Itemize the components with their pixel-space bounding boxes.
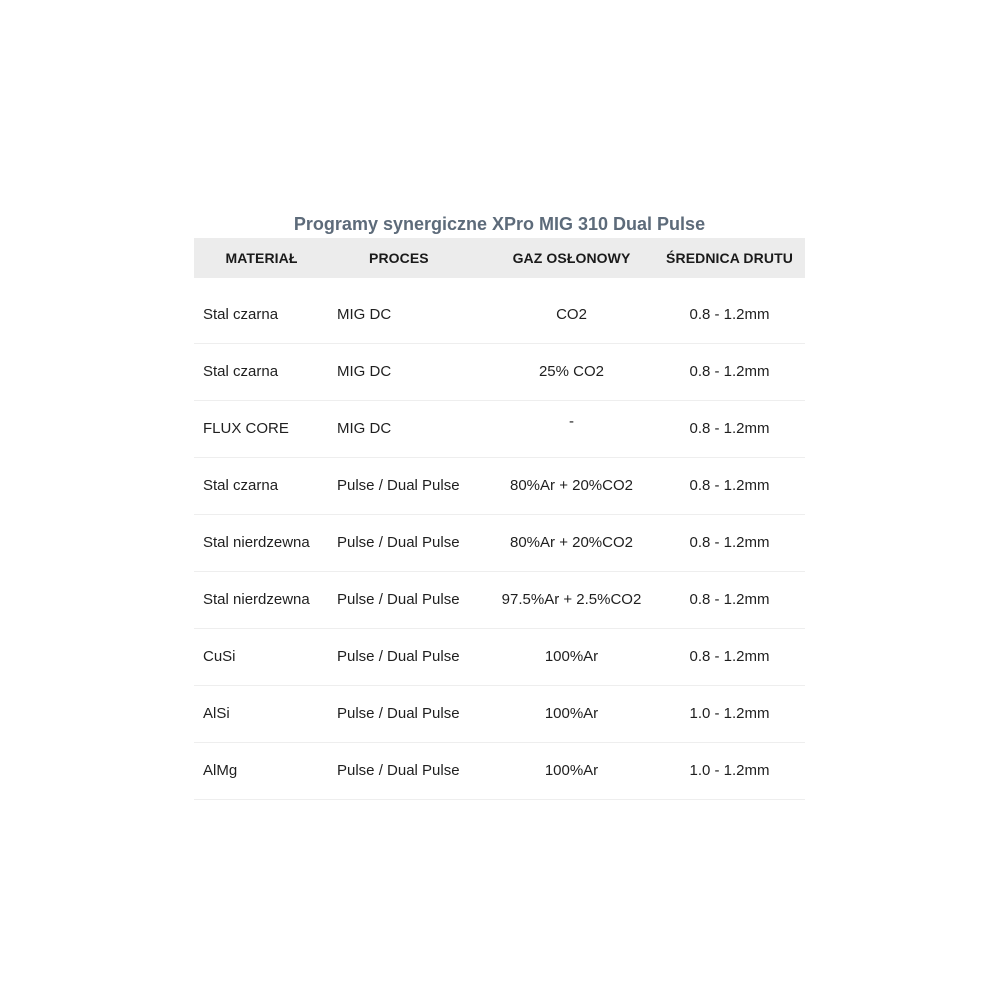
cell-srednica-drutu: 0.8 - 1.2mm — [689, 305, 770, 323]
cell-srednica-drutu: 0.8 - 1.2mm — [689, 648, 770, 665]
header-proces: PROCES — [369, 250, 429, 266]
cell-proces: MIG DC — [337, 420, 392, 437]
cell-material: Stal czarna — [203, 477, 279, 494]
cell-material: FLUX CORE — [203, 420, 289, 437]
cell-proces: Pulse / Dual Pulse — [337, 648, 460, 665]
cell-material: AlSi — [203, 705, 230, 722]
cell-srednica-drutu: 0.8 - 1.2mm — [689, 363, 770, 380]
cell-gaz-oslonowy: 100%Ar — [544, 705, 599, 722]
header-material: MATERIAŁ — [225, 250, 298, 266]
table-row — [194, 742, 805, 799]
cell-material: AlMg — [203, 762, 238, 779]
cell-material: CuSi — [203, 648, 236, 665]
table-row — [194, 343, 805, 400]
cell-proces: Pulse / Dual Pulse — [337, 705, 460, 722]
cell-proces: Pulse / Dual Pulse — [337, 477, 460, 494]
cell-srednica-drutu: 0.8 - 1.2mm — [689, 477, 770, 494]
header-srednica-drutu: ŚREDNICA DRUTU — [666, 250, 793, 266]
welding-programs-document — [194, 210, 805, 800]
cell-gaz-oslonowy: 100%Ar — [544, 762, 599, 779]
header-gaz-oslonowy: GAZ OSŁONOWY — [512, 250, 631, 266]
table-row — [194, 628, 805, 685]
cell-gaz-oslonowy: 25% CO2 — [538, 363, 605, 380]
cell-material: Stal nierdzewna — [203, 534, 310, 551]
table-row — [194, 400, 805, 457]
cell-srednica-drutu: 0.8 - 1.2mm — [689, 420, 770, 437]
cell-gaz-oslonowy: 80%Ar + 20%CO2 — [510, 534, 633, 551]
table-row — [194, 457, 805, 514]
cell-gaz-oslonowy: CO2 — [556, 305, 587, 323]
cell-proces: Pulse / Dual Pulse — [337, 762, 460, 779]
synergic-programs-table — [194, 238, 805, 800]
cell-proces: Pulse / Dual Pulse — [337, 534, 460, 551]
cell-proces: Pulse / Dual Pulse — [337, 591, 460, 608]
cell-proces: MIG DC — [337, 305, 392, 323]
cell-srednica-drutu: 1.0 - 1.2mm — [689, 762, 770, 779]
cell-srednica-drutu: 0.8 - 1.2mm — [689, 534, 770, 551]
table-row — [194, 286, 805, 343]
cell-proces: MIG DC — [337, 363, 392, 380]
table-row — [194, 571, 805, 628]
cell-gaz-oslonowy: 80%Ar + 20%CO2 — [510, 477, 633, 494]
cell-gaz-oslonowy: 97.5%Ar + 2.5%CO2 — [501, 591, 642, 608]
table-row — [194, 514, 805, 571]
table-body — [194, 278, 805, 799]
cell-material: Stal nierdzewna — [203, 591, 310, 608]
table-header — [194, 238, 805, 278]
table-row — [194, 685, 805, 742]
cell-gaz-oslonowy: - — [569, 412, 574, 430]
cell-material: Stal czarna — [203, 305, 279, 323]
header-row — [194, 238, 805, 278]
cell-gaz-oslonowy: 100%Ar — [544, 648, 599, 665]
cell-srednica-drutu: 0.8 - 1.2mm — [689, 591, 770, 608]
table-title: Programy synergiczne XPro MIG 310 Dual Pulse — [293, 214, 706, 234]
cell-material: Stal czarna — [203, 363, 279, 380]
cell-srednica-drutu: 1.0 - 1.2mm — [689, 705, 770, 722]
